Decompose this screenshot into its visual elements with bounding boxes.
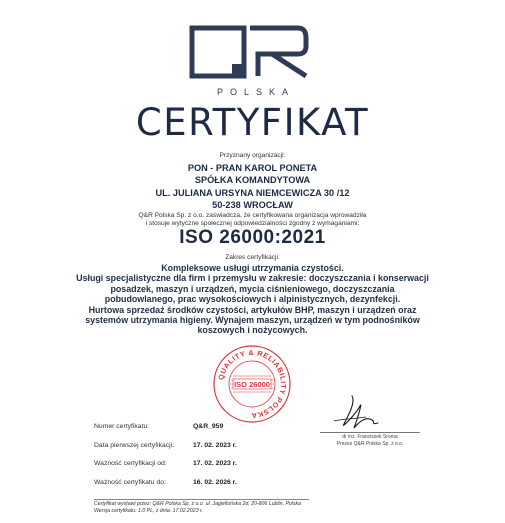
qr-logo-icon: [188, 24, 318, 80]
seal-center-text: ISO 26000: [234, 380, 270, 389]
scope-label: Zakres certyfikacji:: [225, 254, 280, 261]
meta-label: Ważność certyfikatu do:: [94, 479, 166, 486]
scope-line: Usługi specjalistyczne dla firm i przemysłu w zakresie: doczyszczania i konserwacji: [76, 273, 429, 284]
meta-label: Ważność certyfikacji od:: [94, 460, 167, 467]
scope-line: Hurtowa sprzedaż środków czystości, artykułów BHP, maszyn i urządzeń oraz: [88, 304, 417, 315]
valid-until-date: 16. 02. 2026 r.: [193, 479, 237, 486]
certificate-title: CERTYFIKAT: [135, 101, 370, 144]
scope-line: posadzek, maszyn i urządzeń, mycia ciśnieniowego, doczyszczania: [110, 283, 395, 294]
footer: [94, 501, 414, 515]
iso-standard: ISO 26000:2021: [179, 227, 326, 248]
organization-line: 50-238 WROCŁAW: [212, 200, 293, 211]
scope-line: koszowych i nożycowych.: [197, 325, 308, 336]
organization-line: PON - PRAN KAROL PONETA: [187, 163, 318, 173]
scope-line: systemów utrzymania higieny. Wynajem maszyn, urządzeń w tym podnośników: [85, 315, 420, 326]
scope-line: Kompleksowe usługi utrzymania czystości.: [161, 263, 344, 273]
certificate-number: Q&R_959: [193, 423, 224, 430]
footer-version: Wersja certyfikatu: 1.0 PL, z dnia: 17.02.2023 r.: [94, 508, 203, 514]
meta-label: Numer certyfikatu:: [94, 423, 150, 430]
footer-divider: [94, 499, 309, 500]
signatory-role: Prezes Q&R Polska Sp. z o.o.: [336, 440, 404, 447]
statement-line: Q&R Polska Sp. z o.o. zaświadcza, że certyfikowana organizacja wprowadziła: [138, 212, 367, 219]
signatory: [315, 434, 425, 447]
footer-issuer: Certyfikat wystawi przez: Q&R Polska Sp. z o.o. ul. Jagiellońska 2d, 20-806 Lublin, Polska: [94, 501, 302, 507]
signature-line: [320, 432, 420, 433]
organization-block: [0, 162, 505, 212]
seal-ring-text: QUALITY & RELIABILITY POLSKA: [216, 347, 289, 421]
scope-line: pobudowlanego, prac wysokościowych i alpinistycznych, dezynfekcji.: [104, 294, 401, 305]
quality-seal-icon: [212, 344, 292, 424]
brand-word: POLSKA: [216, 87, 296, 97]
signatory-name: dr inż. Franciszek Sroma: [342, 434, 398, 440]
scope-block: [0, 263, 505, 336]
first-certification-date: 17. 02. 2023 r.: [193, 442, 237, 449]
statement-line: i stosuje wytyczne społecznej odpowiedzialności zgodny z wymaganiami:: [145, 220, 360, 227]
statement: [0, 212, 505, 228]
signature-icon: [326, 394, 386, 432]
meta-label: Data pierwszej certyfikacji:: [94, 442, 175, 449]
issued-to-label: Przyznany organizacji:: [219, 152, 286, 159]
organization-line: SPÓŁKA KOMANDYTOWA: [194, 175, 311, 186]
organization-line: UL. JULIANA URSYNA NIEMCEWICZA 30 /12: [155, 187, 350, 198]
valid-from-date: 17. 02. 2023 r.: [193, 460, 237, 467]
